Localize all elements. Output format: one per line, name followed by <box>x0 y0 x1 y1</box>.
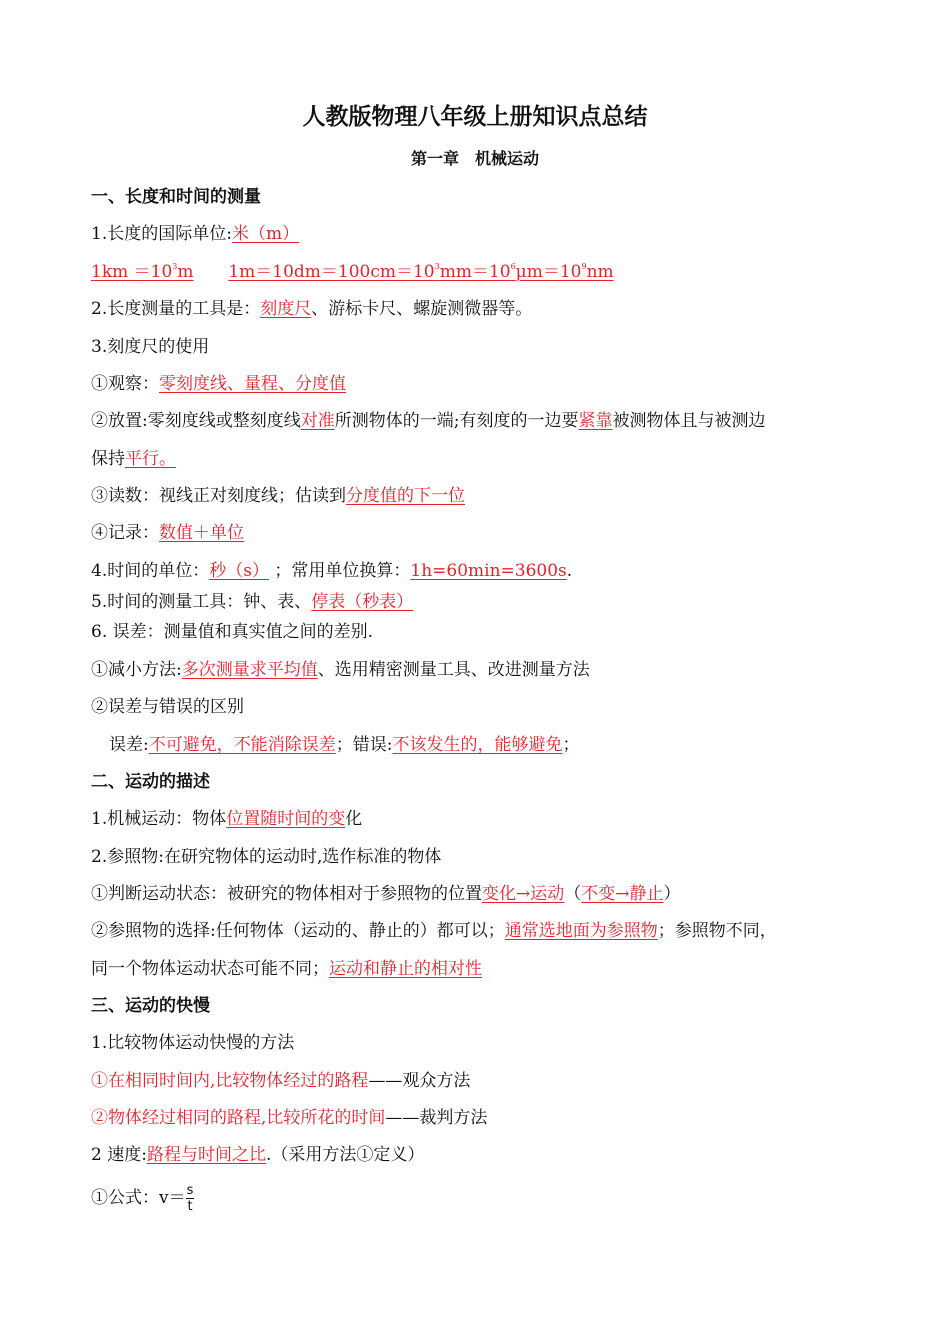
text-line: 5.时间的测量工具：钟、表、停表（秒表） <box>91 592 414 612</box>
answer-text: 变化→运动 <box>482 884 565 904</box>
answer-text: 位置随时间的变 <box>226 809 346 829</box>
answer-text: 1h=60min=3600s <box>410 561 567 581</box>
text-line: 1.机械运动：物体位置随时间的变化 <box>91 809 363 829</box>
text-line: 2 速度:路程与时间之比.（采用方法①定义） <box>91 1145 425 1165</box>
answer-text: 停表（秒表） <box>311 592 414 612</box>
line-text: 1.长度的国际单位: <box>91 224 232 244</box>
highlight-text: ①在相同时间内,比较物体经过的路程 <box>91 1071 369 1091</box>
highlight-text: ②物体经过相同的路程,比较所花的时间 <box>91 1108 386 1128</box>
text-line: ①减小方法:多次测量求平均值、选用精密测量工具、改进测量方法 <box>91 660 590 680</box>
answer-text: 不该发生的，能够避免 <box>392 735 563 755</box>
text-line: 同一个物体运动状态可能不同；运动和静止的相对性 <box>91 959 482 979</box>
text-line: ①判断运动状态：被研究的物体相对于参照物的位置变化→运动（不变→静止） <box>91 884 681 904</box>
text-line: 2.参照物:在研究物体的运动时,选作标准的物体 <box>91 847 442 867</box>
answer-text: 秒（s） <box>209 561 269 581</box>
text-line <box>91 222 870 246</box>
section-heading-1: 一、长度和时间的测量 <box>91 187 261 207</box>
section-heading-2: 二、运动的描述 <box>91 772 210 792</box>
answer-text: 数值＋单位 <box>159 523 244 543</box>
formula-line: ①公式：v＝ $\frac{s}{t}$ <box>91 1183 194 1214</box>
answer-text: 路程与时间之比 <box>146 1145 266 1165</box>
text-line: 3.刻度尺的使用 <box>91 337 210 357</box>
answer-text: 平行。 <box>125 449 176 469</box>
unit-conversion-line <box>91 260 870 284</box>
text-line: 1.比较物体运动快慢的方法 <box>91 1033 295 1053</box>
answer-text: 对准 <box>300 411 335 431</box>
text-line: 误差:不可避免，不能消除误差；错误:不该发生的，能够避免； <box>109 735 580 755</box>
document-title: 人教版物理八年级上册知识点总结 <box>302 104 648 130</box>
conversion-chain: $1m=10dm=100cm=10^3mm=10^6\mu m=10^9nm$ <box>228 262 614 282</box>
text-line: ③读数：视线正对刻度线；估读到分度值的下一位 <box>91 486 465 506</box>
answer-text: 不可避免，不能消除误差 <box>148 735 336 755</box>
answer-text: 不变→静止 <box>581 884 664 904</box>
answer-text: 刻度尺 <box>260 299 312 319</box>
text-line: ①在相同时间内,比较物体经过的路程——观众方法 <box>91 1071 471 1091</box>
fraction-numerator: s <box>186 1183 194 1198</box>
text-line: 保持平行。 <box>91 449 176 469</box>
chapter-heading: 第一章 机械运动 <box>410 149 539 168</box>
answer-text: 紧靠 <box>578 411 613 431</box>
text-line: 6. 误差：测量值和真实值之间的差别. <box>91 622 374 642</box>
answer-text: 分度值的下一位 <box>346 486 465 506</box>
text-line: 2.长度测量的工具是：刻度尺、游标卡尺、螺旋测微器等。 <box>91 299 533 319</box>
text-line: 4.时间的单位：秒（s） ；常用单位换算：1h=60min=3600s. <box>91 561 573 581</box>
answer-text: 多次测量求平均值 <box>181 660 318 680</box>
text-line: ②误差与错误的区别 <box>91 697 244 717</box>
section-heading-3: 三、运动的快慢 <box>91 996 210 1016</box>
text-line: ②放置:零刻度线或整刻度线对准所测物体的一端;有刻度的一边要紧靠被测物体且与被测边 <box>91 411 766 431</box>
text-line: ①观察：零刻度线、量程、分度值 <box>91 374 346 394</box>
text-line: ④记录：数值＋单位 <box>91 523 244 543</box>
text-line: ②物体经过相同的路程,比较所花的时间——裁判方法 <box>91 1108 488 1128</box>
answer-text: 通常选地面为参照物 <box>504 921 658 941</box>
fraction-denominator: t <box>187 1199 193 1214</box>
answer-text: 米（m） <box>231 224 300 244</box>
conversion-km: $1km =10^3m$ <box>91 262 194 282</box>
speed-formula-fraction <box>186 1183 195 1214</box>
answer-text: 运动和静止的相对性 <box>329 959 482 979</box>
text-line: ②参照物的选择:任何物体（运动的、静止的）都可以；通常选地面为参照物；参照物不同， <box>91 921 777 941</box>
answer-text: 零刻度线、量程、分度值 <box>159 374 346 394</box>
